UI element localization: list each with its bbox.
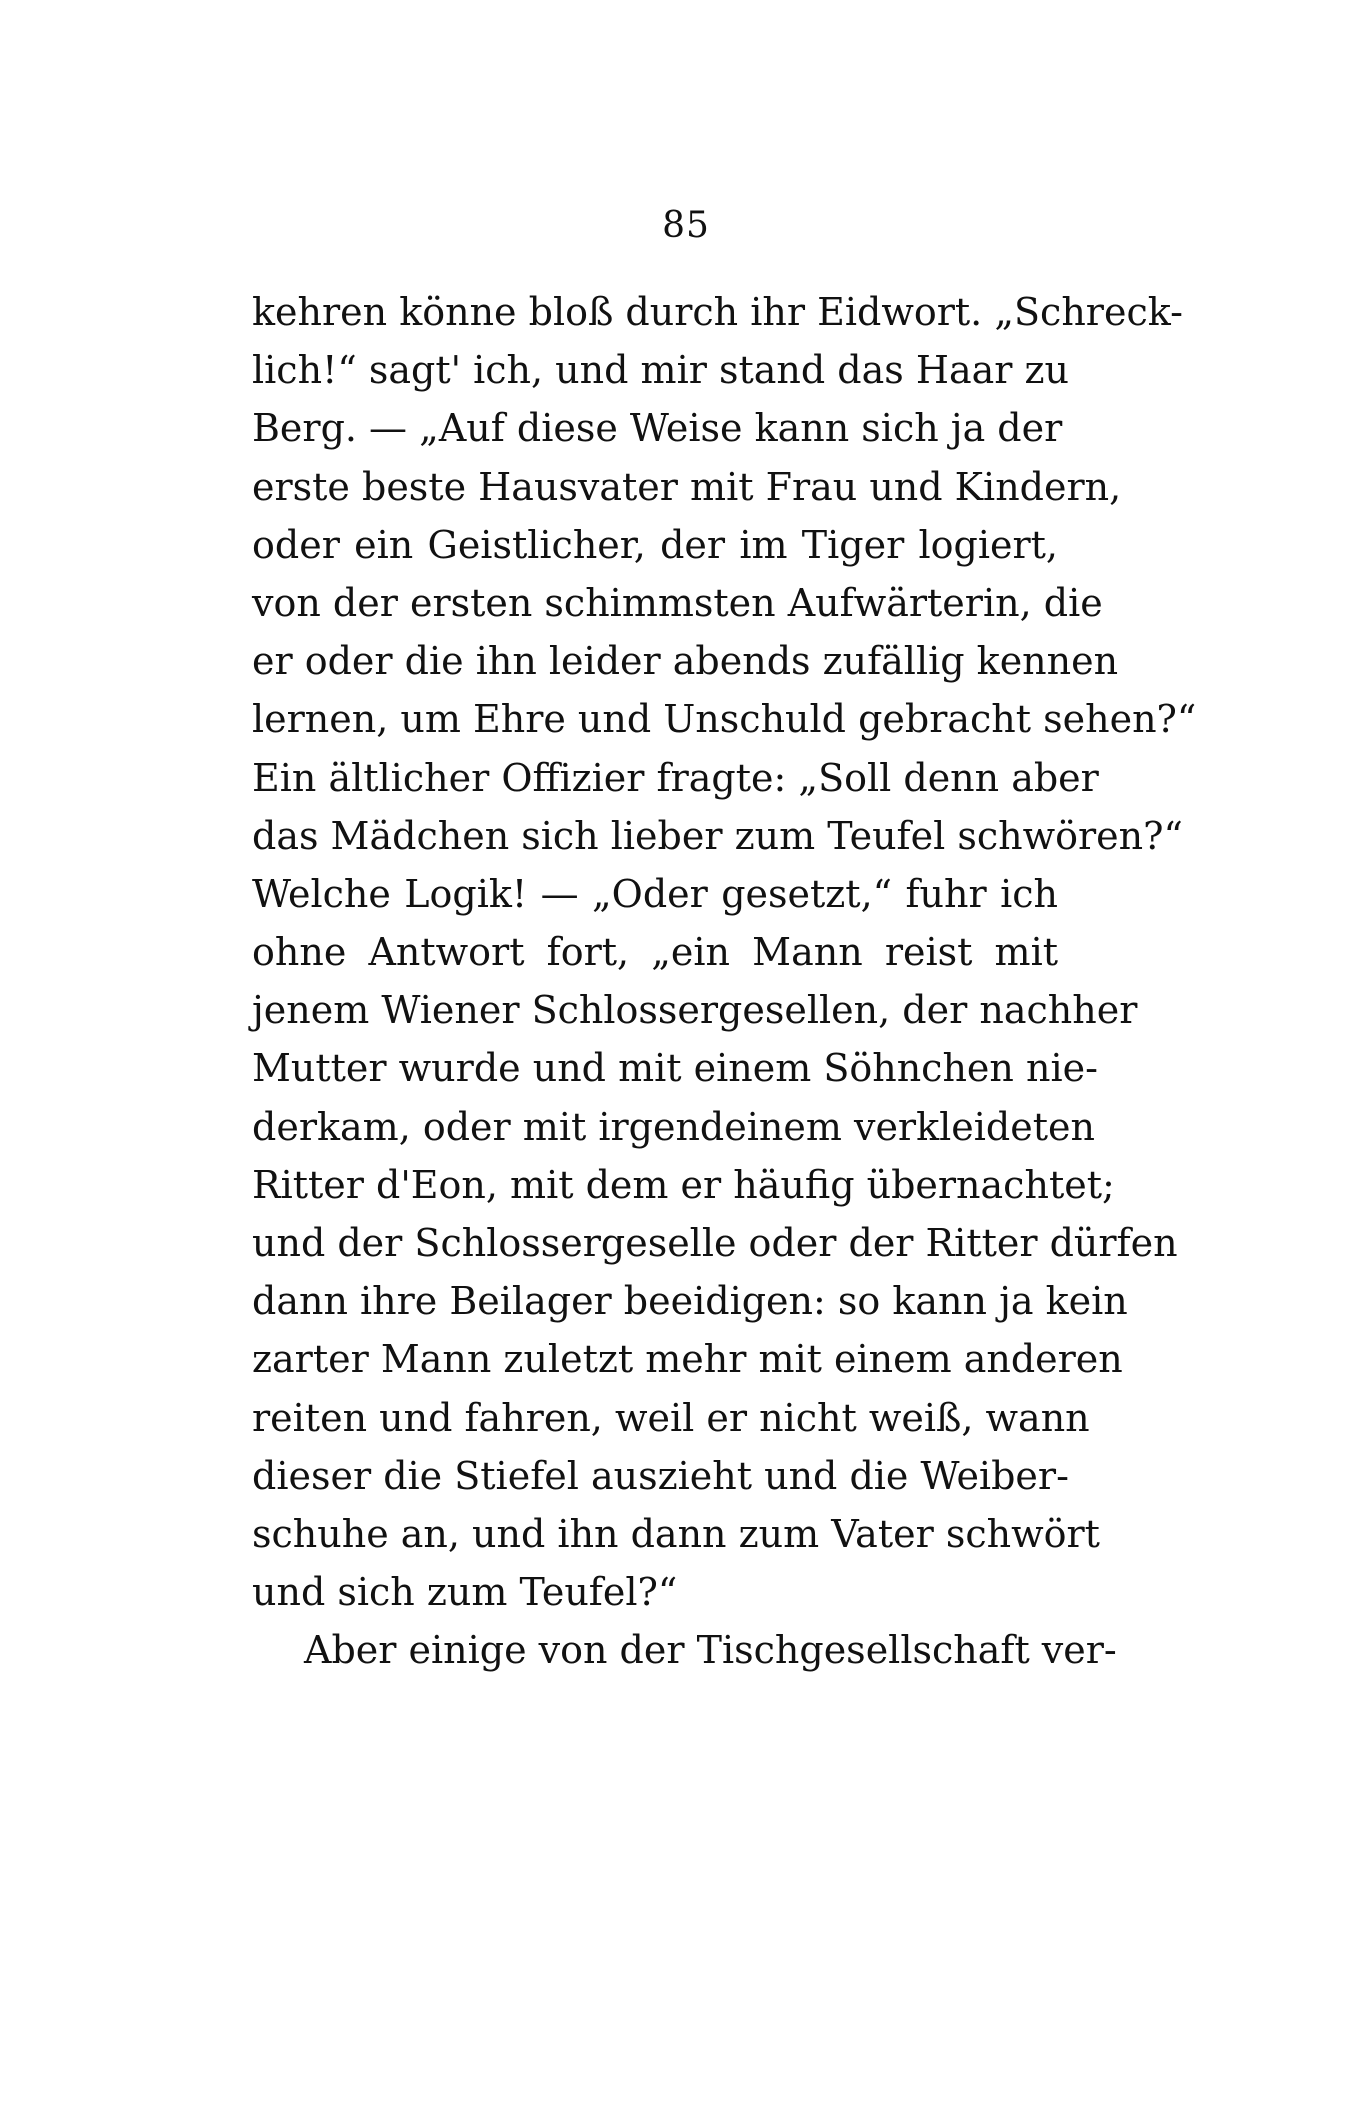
text-line: lernen, um Ehre und Unschuld gebracht sehen?“ <box>252 697 1197 742</box>
text-line: schuhe an, und ihn dann zum Vater schwört <box>252 1511 1100 1556</box>
text-line: Ritter d'Eon, mit dem er häufig übernachtet; <box>252 1162 1115 1207</box>
text-line: Berg. — „Auf diese Weise kann sich ja der <box>252 406 1063 451</box>
text-line: dieser die Stiefel auszieht und die Weiber- <box>252 1453 1069 1498</box>
text-line: reiten und fahren, weil er nicht weiß, wann <box>252 1395 1090 1440</box>
text-line: oder ein Geistlicher, der im Tiger logiert, <box>252 522 1058 567</box>
text-line: Aber einige von der Tischgesellschaft ver- <box>304 1628 1117 1673</box>
text-line: Ein ältlicher Offizier fragte: „Soll denn aber <box>252 755 1099 800</box>
text-line: dann ihre Beilager beeidigen: so kann ja kein <box>252 1279 1128 1324</box>
text-line: ohne Antwort fort, „ein Mann reist mit <box>252 930 1058 975</box>
text-line: zarter Mann zuletzt mehr mit einem anderen <box>252 1337 1123 1382</box>
body-text <box>252 283 1197 1680</box>
text-line: lich!“ sagt' ich, und mir stand das Haar zu <box>252 348 1070 393</box>
text-line: jenem Wiener Schlossergesellen, der nachher <box>252 988 1138 1033</box>
text-line: von der ersten schimmsten Aufwärterin, die <box>252 580 1103 625</box>
text-line: er oder die ihn leider abends zufällig kennen <box>252 639 1119 684</box>
text-line: und der Schlossergeselle oder der Ritter dürfen <box>252 1221 1178 1265</box>
text-line: Mutter wurde und mit einem Söhnchen nie- <box>252 1046 1098 1091</box>
text-line: kehren könne bloß durch ihr Eidwort. „Schreck- <box>252 290 1183 334</box>
text-line: erste beste Hausvater mit Frau und Kindern, <box>252 464 1122 509</box>
text-line: und sich zum Teufel?“ <box>252 1570 678 1615</box>
text-line: das Mädchen sich lieber zum Teufel schwören?“ <box>252 813 1183 858</box>
text-line: Welche Logik! — „Oder gesetzt,“ fuhr ich <box>252 871 1058 916</box>
page-number: 85 <box>662 205 710 246</box>
text-line: derkam, oder mit irgendeinem verkleideten <box>252 1104 1095 1149</box>
